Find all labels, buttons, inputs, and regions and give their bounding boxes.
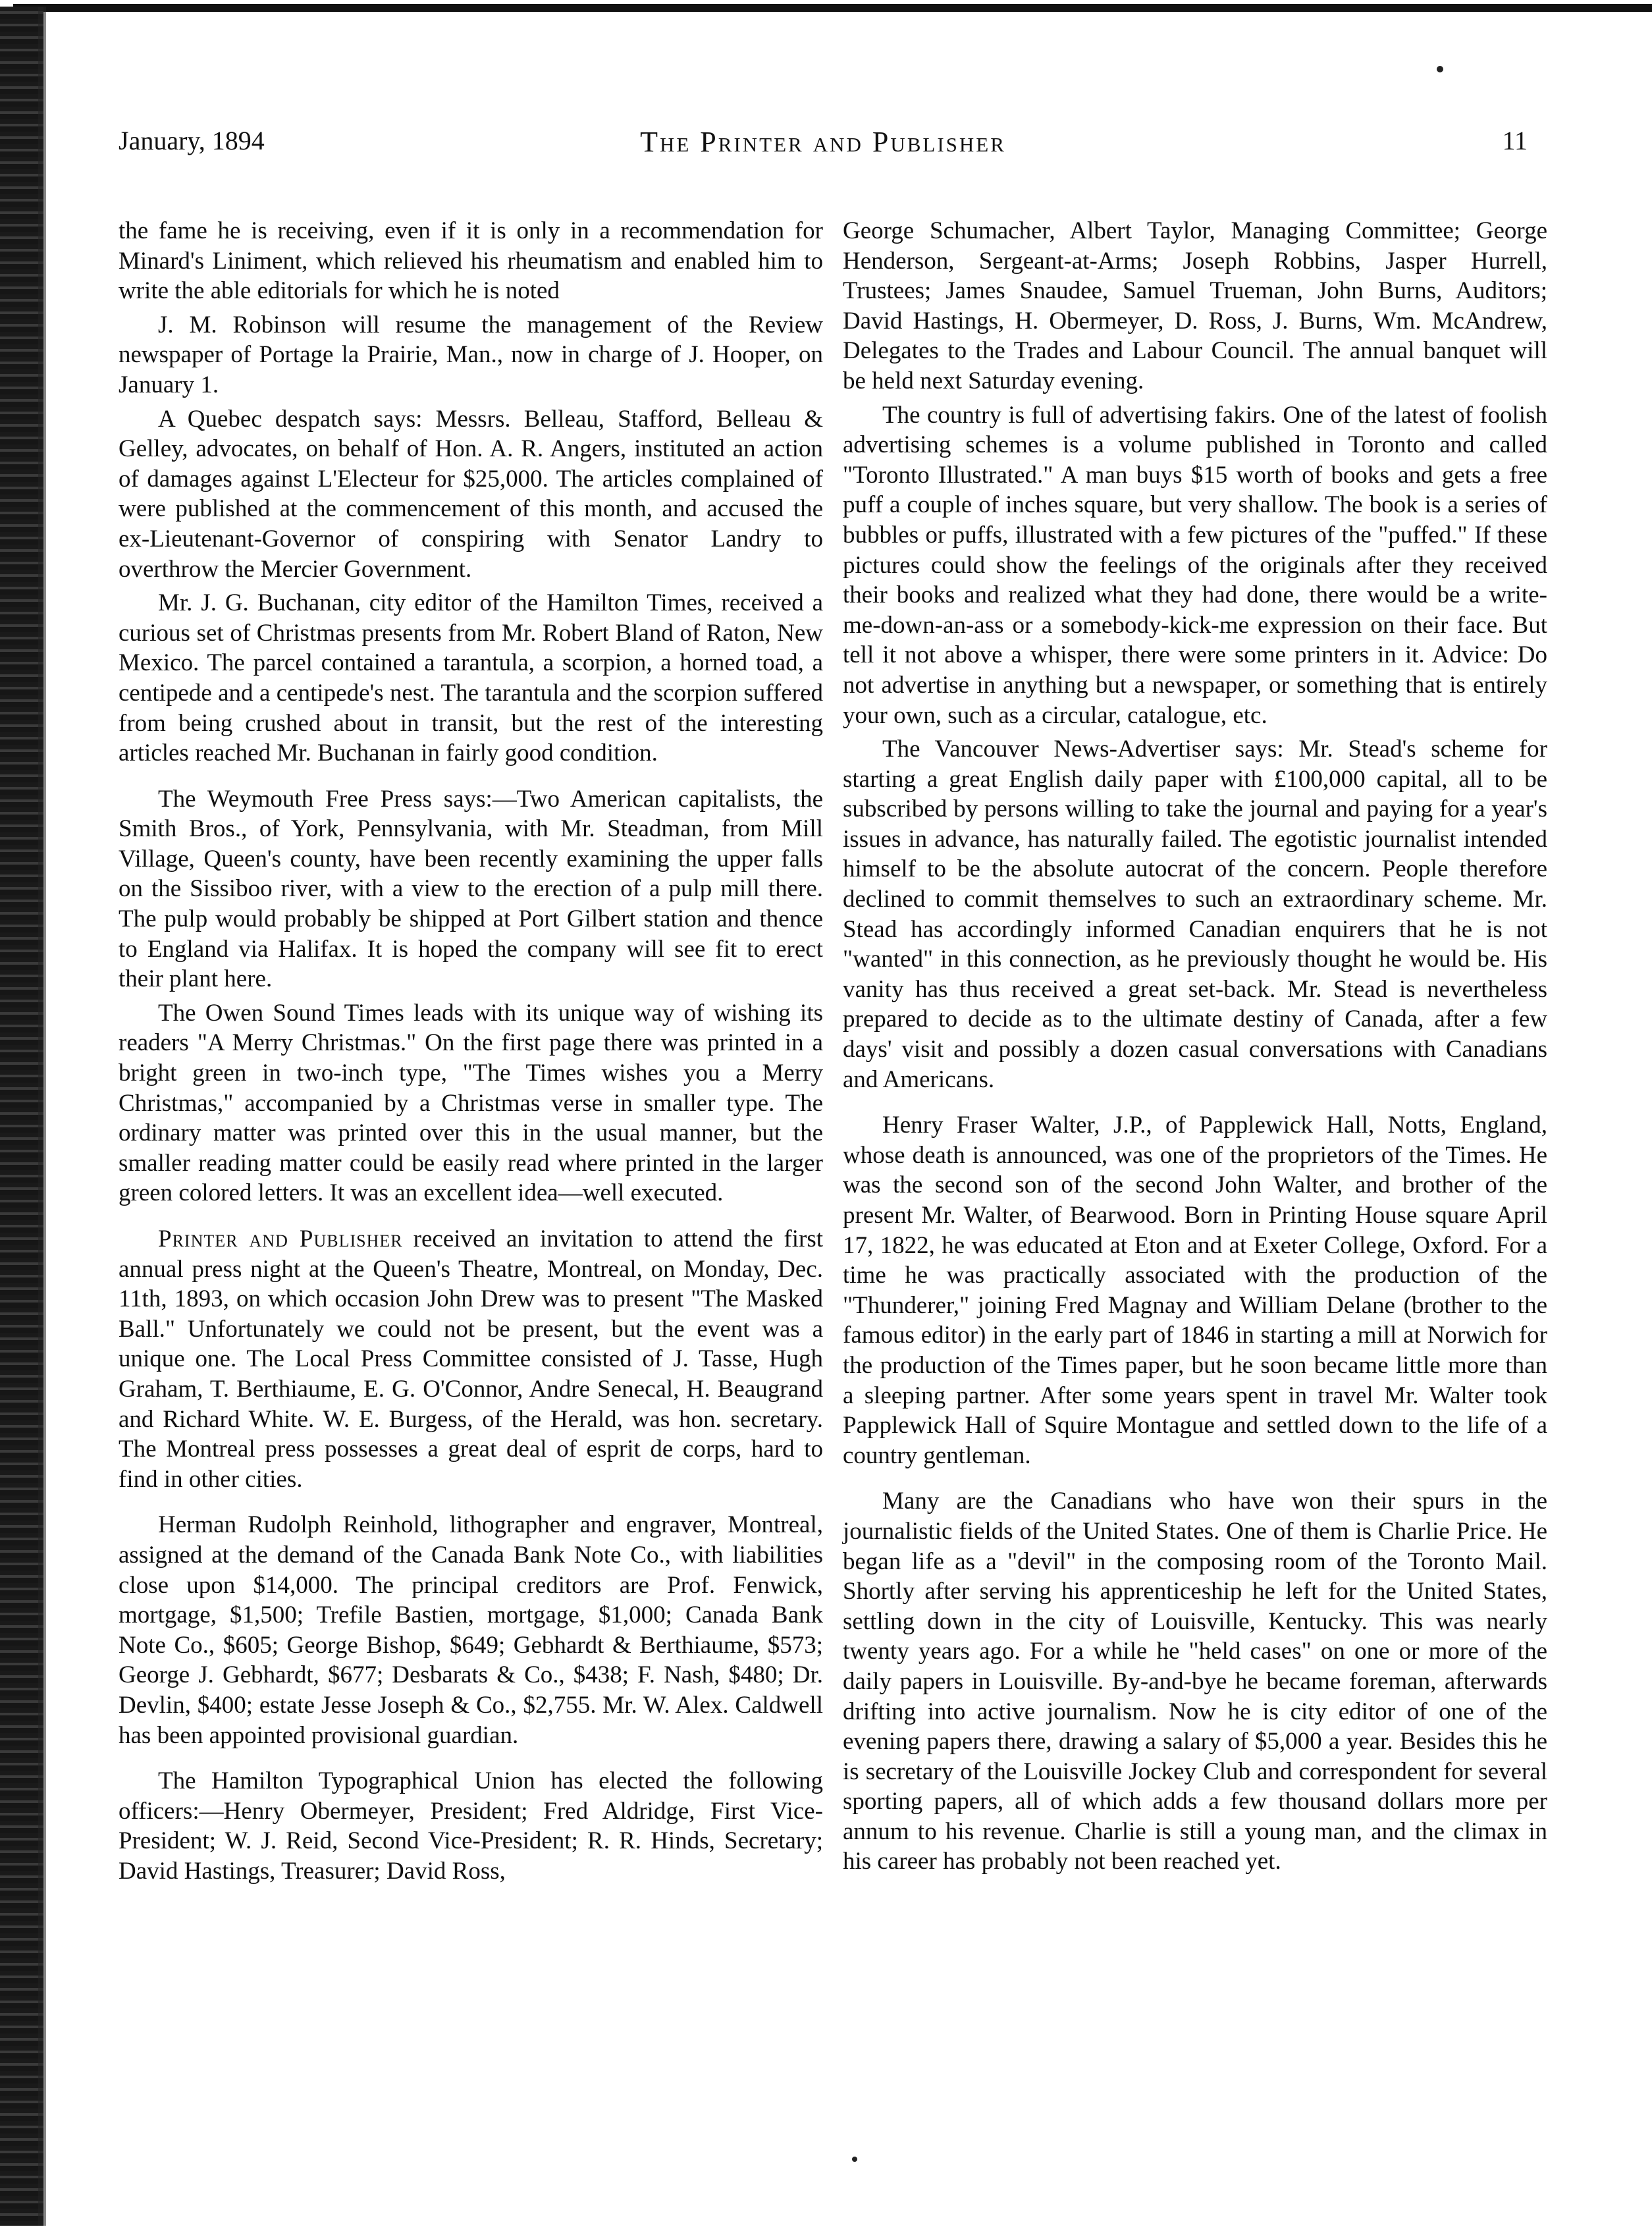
paragraph: A Quebec despatch says: Messrs. Belleau, Stafford, Belleau & Gelley, advocates, on behalf of Hon. A. R. Angers, instituted an action of damages against L'Electeur for $25,000. The articles complained of were published at the commencement of this month, and accused the ex-Lieutenant-Governor of conspiring with Senator Landry to overthrow the Mercier Government. bbox=[119, 405, 823, 583]
scan-binding-shadow bbox=[38, 7, 46, 2226]
paragraph: The Hamilton Typographical Union has elected the following officers:—Henry Obermeyer, President; Fred Aldridge, First Vice-President; W. J. Reid, Second Vice-President; R. R. Hinds, Secretary; David Hastings, Treasurer; David Ross, bbox=[119, 1767, 823, 1885]
left-column bbox=[119, 216, 823, 1890]
paragraph-body: received an invitation to attend the first annual press night at the Queen's Theatre, Montreal, on Monday, Dec. 11th, 1893, on which occasion John Drew was to present "The Masked Ball." Unfortunately we could not be present, but the event was a unique one. The Local Press Committee consisted of J. Tasse, Hugh Graham, T. Berthiaume, E. G. O'Connor, Andre Senecal, H. Beaugrand and Richard White. W. E. Burgess, of the Herald, was hon. secretary. The Montreal press possesses a great deal of esprit de corps, hard to find in other cities. bbox=[119, 1225, 823, 1493]
paragraph: George Schumacher, Albert Taylor, Managing Committee; George Henderson, Sergeant-at-Arms; Joseph Robbins, Jasper Hurrell, Trustees; James Snaudee, Samuel Trueman, John Burns, Auditors; David Hastings, H. Obermeyer, D. Ross, J. Burns, Wm. McAndrew, Delegates to the Trades and Labour Council. The annual banquet will be held next Saturday evening. bbox=[843, 217, 1547, 394]
right-column bbox=[843, 216, 1547, 1881]
paragraph bbox=[119, 1224, 823, 1494]
paragraph: The country is full of advertising fakirs. One of the latest of foolish advertising schemes is a volume published in Toronto and called "Toronto Illustrated." A man buys $15 worth of books and gets a free puff a couple of inches square, but very shallow. The book is a series of bubbles or puffs, illustrated with a few pictures of the "puffed." If these pictures could show the feelings of the originals after they received their books and realized what they had done, there would be a write-me-down-an-ass or a somebody-kick-me expression on their face. But tell it not above a whisper, there were some printers in it. Advice: Do not advertise in anything but a newspaper, or something that is entirely your own, such as a circular, catalogue, etc. bbox=[843, 401, 1547, 729]
scan-binding-edge bbox=[0, 7, 43, 2226]
paragraph: J. M. Robinson will resume the management of the Review newspaper of Portage la Prairie, Man., now in charge of J. Hooper, on January 1. bbox=[119, 311, 823, 398]
paragraph: Mr. J. G. Buchanan, city editor of the Hamilton Times, received a curious set of Christmas presents from Mr. Robert Bland of Raton, New Mexico. The parcel contained a tarantula, a scorpion, a horned toad, a centipede and a centipede's nest. The tarantula and the scorpion suffered from being crushed about in transit, but the rest of the interesting articles reached Mr. Buchanan in fairly good condition. bbox=[119, 589, 823, 767]
scan-speck bbox=[1437, 66, 1443, 72]
page-number: 11 bbox=[1502, 126, 1528, 155]
paragraph: the fame he is receiving, even if it is only in a recommendation for Minard's Liniment, which relieved his rheumatism and enabled him to write the able editorials for which he is noted bbox=[119, 217, 823, 305]
header-date: January, 1894 bbox=[119, 126, 265, 155]
paragraph: Henry Fraser Walter, J.P., of Papplewick Hall, Notts, England, whose death is announced, was one of the proprietors of the Times. He was the second son of the second John Walter, and brother of the present Mr. Walter, of Bearwood. Born in Printing House square April 17, 1822, he was educated at Eton and at Exeter College, Oxford. For a time he was practically associated with the production of the "Thunderer," joining Fred Magnay and William Delane (brother to the famous editor) in the early part of 1846 in starting a mill at Norwich for the production of the Times paper, but he soon became little more than a sleeping partner. After some years spent in travel Mr. Walter took Papplewick Hall of Squire Montague and settled down to the life of a country gentleman. bbox=[843, 1112, 1547, 1469]
running-title: The Printer and Publisher bbox=[640, 126, 1006, 158]
paragraph-lead: Printer and Publisher bbox=[158, 1225, 403, 1252]
paragraph: The Vancouver News-Advertiser says: Mr. Stead's scheme for starting a great English daily paper with £100,000 capital, all to be subscribed by persons willing to take the journal and paying for a year's issues in advance, has naturally failed. The egotistic journalist intended himself to be the absolute autocrat of the concern. People therefore declined to commit themselves to such an extraordinary scheme. Mr. Stead has accordingly informed Canadian enquirers that he is not "wanted" in this connection, as he previously thought he would be. His vanity has thus received a great set-back. Mr. Stead is nevertheless prepared to decide as to the ultimate destiny of Canada, after a few days' visit and possibly a dozen casual conversations with Canadians and Americans. bbox=[843, 736, 1547, 1093]
top-rule bbox=[13, 4, 1652, 12]
page-header bbox=[119, 125, 1528, 165]
scan-speck bbox=[852, 2157, 857, 2162]
paragraph: Herman Rudolph Reinhold, lithographer and engraver, Montreal, assigned at the demand of the Canada Bank Note Co., with liabilities close upon $14,000. The principal creditors are Prof. Fenwick, mortgage, $1,500; Trefile Bastien, mortgage, $1,000; Canada Bank Note Co., $605; George Bishop, $649; Gebhardt & Berthiaume, $573; George J. Gebhardt, $677; Desbarats & Co., $438; F. Nash, $480; Dr. Devlin, $400; estate Jesse Joseph & Co., $2,755. Mr. W. Alex. Caldwell has been appointed provisional guardian. bbox=[119, 1511, 823, 1749]
paragraph: The Owen Sound Times leads with its unique way of wishing its readers "A Merry Christmas." On the first page there was printed in a bright green in two-inch type, "The Times wishes you a Merry Christmas," accompanied by a Christmas verse in smaller type. The ordinary matter was printed over this in the usual manner, but the smaller reading matter could be easily read where printed in the larger green colored letters. It was an excellent idea—well executed. bbox=[119, 999, 823, 1207]
paragraph: Many are the Canadians who have won their spurs in the journalistic fields of the United States. One of them is Charlie Price. He began life as a "devil" in the composing room of the Toronto Mail. Shortly after serving his apprenticeship he left for the United States, settling down in the city of Louisville, Kentucky. This was nearly twenty years ago. For a while he "held cases" on one or more of the daily papers in Louisville. By-and-bye he became foreman, afterwards drifting into active journalism. Now he is city editor of one of the evening papers there, drawing a salary of $5,000 a year. Besides this he is secretary of the Louisville Jockey Club and correspondent for several sporting papers, all of which adds a few thousand dollars more per annum to his revenue. Charlie is still a young man, and the climax in his career has probably not been reached yet. bbox=[843, 1488, 1547, 1875]
paragraph: The Weymouth Free Press says:—Two American capitalists, the Smith Bros., of York, Pennsylvania, with Mr. Steadman, from Mill Village, Queen's county, have been recently examining the upper falls on the Sissiboo river, with a view to the erection of a pulp mill there. The pulp would probably be shipped at Port Gilbert station and thence to England via Halifax. It is hoped the company will see fit to erect their plant here. bbox=[119, 785, 823, 993]
